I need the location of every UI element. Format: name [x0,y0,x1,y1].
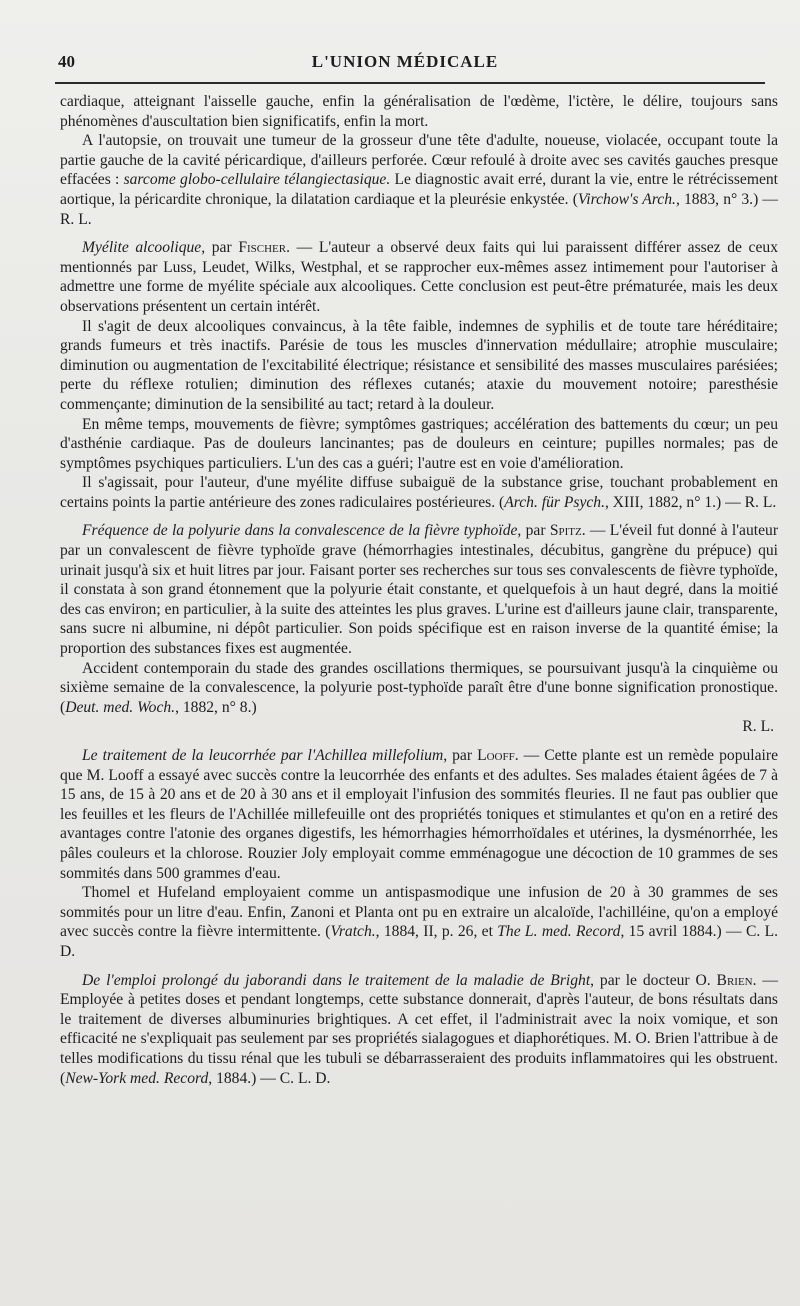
source-citation: The L. med. Record [497,923,621,941]
text-run: Le diagnostic avait erré, durant la vie, entre le rétrécissement aortique, la péricardite chronique, la dilatation cardiaque et la pleurésie enkystée. ( [60,171,778,208]
article-author: Spitz [549,522,582,540]
article-author: Fischer [238,239,287,257]
text-run: , 1884, II, p. 26, et [375,923,498,941]
source-citation: Arch. für Psych. [504,493,605,511]
text-run: Thomel et Hufeland employaient comme un antispasmodique une infusion de 20 à 30 grammes de ses sommités pour un litre d'eau. Enfin, Zanoni et Planta ont pu en extraire un alcaloïde, l'achilléine, qu'on a employé avec succès contre la fièvre intermittente. ( [60,884,778,941]
text-run: . — Cette plante est un remède populaire que M. Looff a essayé avec succès contre la leucorrhée des enfants et des adultes. Ses malades étaient âgées de 7 à 15 ans, de 15 à 20 ans et de 20 à 30 ans et il employait l'infusion des sommités fleuries. Il ne faut pas oublier que les feuilles et les fleurs de l'Achillée millefeuille ont des propriétés toniques et stimulantes et qu'on en a retiré des avantages contre l'atonie des organes digestifs, les hémorrhagies hémorrhoïdales et utérines, la dysménorrhée, les pâles couleurs et la chlorose. Rouzier Joly employait comme emménagogue une décoction de 10 grammes de ses sommités dans 500 grammes d'eau. [60,747,778,882]
text-run: , XIII, 1882, n° 1.) — R. L. [605,493,777,511]
paragraph [60,883,778,961]
paragraph [60,971,778,1089]
text-run: Accident contemporain du stade des grandes oscillations thermiques, se poursuivant jusqu'à la cinquième ou sixième semaine de la convalescence, la polyurie post-typhoïde paraît être d'une bonne signification pronostique. ( [60,659,778,716]
text-run: , par [517,522,550,540]
paragraph [60,659,778,718]
text-run: , par [443,747,478,764]
article-polyurie [60,521,778,737]
article-author: Brien [716,971,753,989]
paragraph: Il s'agit de deux alcooliques convaincus, à la tête faible, indemnes de syphilis et de toute tare héréditaire; grands fumeurs et très inactifs. Parésie de tous les muscles d'innervation médullaire; atrophie musculaire; diminution ou augmentation de l'excitabilité électrique; résistance et sensibilité des masses musculaires parésiées; perte du réflexe rotulien; diminution des réflexes cutanés; ataxie du mouvement notoire; paresthésie commençante; diminution de la sensibilité au tact; retard à la douleur. [60,317,778,413]
text-run: sarcome globo-cellulaire télangiectasique. [123,171,391,189]
text-run: , par [201,239,239,257]
article-title: De l'emploi prolongé du jaborandi dans le traitement de la maladie de Bright [82,971,591,989]
author-signature: R. L. [742,718,774,736]
article-author: Looff [477,747,515,764]
text-run: , 15 avril 1884.) — C. L. D. [60,923,778,960]
text-run: . — L'auteur a observé deux faits qui lui paraissent différer assez de ceux mentionnés par Luss, Leudet, Wilks, Westphal, et se rapprocher eux-mêmes assez intimement pour l'autoriser à admettre une forme de myélite spéciale aux alcooliques. Cette conclusion est peut-être prématurée, mais les deux observations présentent un certain intérêt. [60,239,778,315]
article-leucorrhee [60,746,778,962]
article-myelite [60,238,778,512]
text-run: , 1884.) — C. L. D. [208,1069,331,1087]
paragraph: En même temps, mouvements de fièvre; symptômes gastriques; accélération des battements du cœur; un peu d'asthénie cardiaque. Pas de douleurs lancinantes; pas de douleurs en ceinture; pupilles normales; pas de symptômes psychiques particuliers. L'un des cas a guéri; l'autre est en voie d'amélioration. [60,415,778,472]
article-title: Myélite alcoolique [82,239,202,257]
running-title: L'UNION MÉDICALE [311,52,499,71]
text-run: . — L'éveil fut donné à l'auteur par un convalescent de fièvre typhoïde grave (hémorrhagies intestinales, décubitus, gangrène du prépuce) qui urinait jusqu'à six et huit litres par jour. Faisant porter ses recherches sur tous ses convalescents de fièvre typhoïde, il constata à son grand étonnement que la polyurie était constante, et quelquefois à un haut degré, dans la moitié des cas environ; en particulier, à la suite des atteintes les plus graves. L'urine est d'ailleurs jaune clair, transparente, sans sucre ni albumine, ni dépôt particulier. Son poids spécifique est en raison inverse de la quantité émise; la proportion des substances fixes est augmentée. [60,522,779,658]
paragraph [60,238,778,316]
text-run: cardiaque, atteignant l'aisselle gauche, enfin la généralisation de l'œdème, l'ictère, le délire, toujours sans phénomènes d'auscultation bien significatifs, enfin la mort. [60,93,778,130]
paragraph [60,746,778,883]
text-run: , 1882, n° 8.) [175,698,257,716]
text-run: . — Employée à petites doses et pendant longtemps, cette substance donnerait, d'après l'auteur, de bons résultats dans le traitement de diverses albuminuries brightiques. A cet effet, il l'administrait avec la noix vomique, et son efficacité ne s'expliquait pas seulement par ses propriétés sialagogues et diaphorétiques. M. O. Brien l'attribue à de telles modifications du tissu rénal que les tubuli se débarrasseraient des produits inflammatoires qui les obstruent. ( [60,971,778,1087]
article-body [60,92,778,1088]
source-citation: Vratch. [330,923,376,941]
article-jaborandi [60,971,778,1089]
page-number: 40 [58,52,75,71]
paragraph [60,131,778,229]
article-sarcome [60,92,778,229]
text-run: , 1883, n° 3.) — R. L. [60,190,779,228]
source-citation: Virchow's Arch. [577,190,676,208]
article-title: Le traitement de la leucorrhée par l'Achillea millefolium [82,747,444,764]
text-run: A l'autopsie, on trouvait une tumeur de la grosseur d'une tête d'adulte, noueuse, violacée, occupant toute la partie gauche de la cavité péricardique, d'ailleurs perforée. Cœur refoulé à droite avec ses cavités gauches presque effacées : [60,132,778,189]
article-title: Fréquence de la polyurie dans la convalescence de la fièvre typhoïde [82,522,518,540]
text-run: Il s'agissait, pour l'auteur, d'une myélite diffuse subaiguë de la substance grise, touchant probablement en certains points la partie antérieure des zones radiculaires postérieures. ( [60,474,778,511]
text-run: , par le docteur O. [590,971,717,989]
paragraph [60,521,778,658]
paragraph [60,92,778,131]
source-citation: Deut. med. Woch. [65,698,176,716]
source-citation: New-York med. Record [65,1069,209,1087]
paragraph [60,473,778,512]
page-header [50,50,760,80]
header-rule [55,82,765,84]
